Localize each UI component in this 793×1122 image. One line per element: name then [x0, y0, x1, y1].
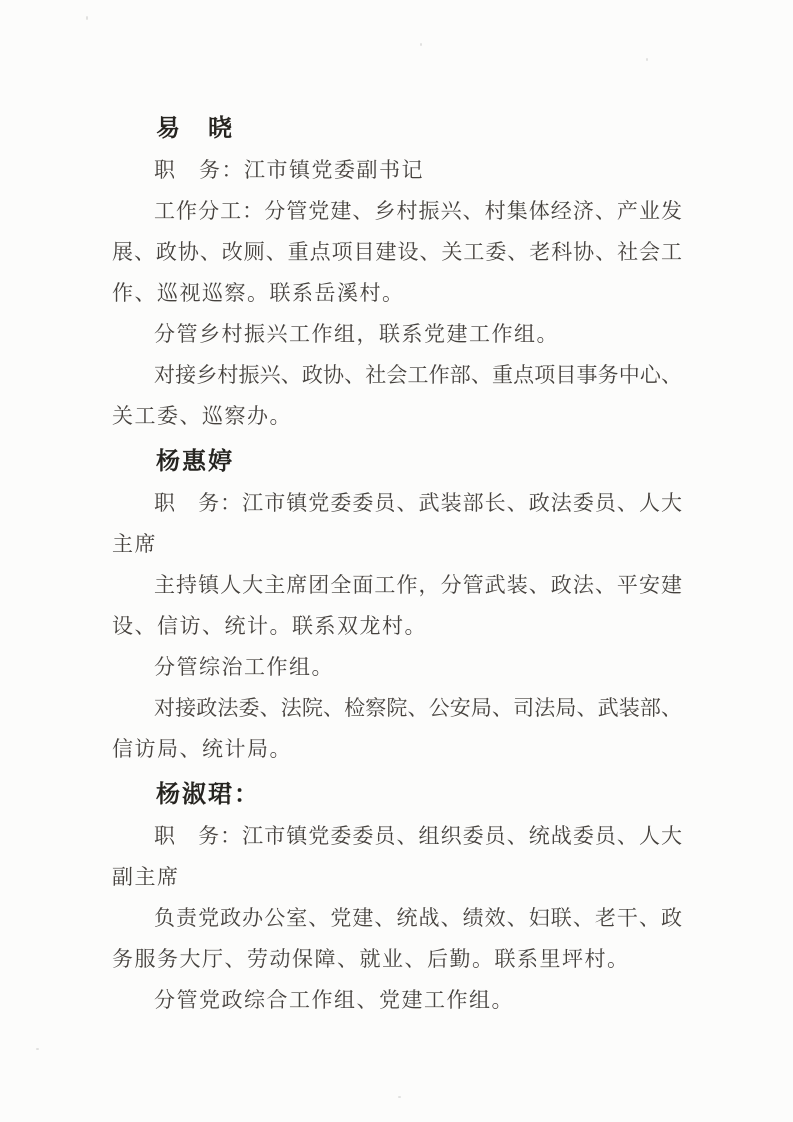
- doc-line: 对接政法委、法院、检察院、公安局、司法局、武装部、: [154, 696, 682, 720]
- doc-line: 副主席: [112, 865, 180, 889]
- doc-line: 作、巡视巡察。联系岳溪村。: [112, 281, 405, 305]
- doc-line-position-3: 职 务：江市镇党委委员、组织委员、统战委员、人大: [154, 824, 682, 848]
- doc-line: 分管乡村振兴工作组，联系党建工作组。: [154, 322, 559, 346]
- scan-speck: [646, 58, 648, 61]
- document-text-block: [112, 104, 682, 1021]
- doc-line-position-1: 职 务：江市镇党委副书记: [154, 158, 424, 182]
- doc-line: 信访局、统计局。: [112, 737, 292, 761]
- doc-line: 务服务大厅、劳动保障、就业、后勤。联系里坪村。: [112, 947, 630, 971]
- doc-line: 主席: [112, 532, 157, 556]
- scan-speck: [36, 1048, 39, 1050]
- doc-line: 主持镇人大主席团全面工作，分管武装、政法、平安建: [154, 573, 682, 597]
- doc-line: 关工委、巡察办。: [112, 404, 292, 428]
- doc-line: 分管综治工作组。: [154, 655, 334, 679]
- scan-speck: [86, 16, 88, 20]
- scan-speck: [398, 1096, 401, 1098]
- person-name-heading-2: 杨惠婷: [156, 448, 234, 475]
- person-name-heading-1: 易 晓: [156, 115, 234, 142]
- doc-line: 负责党政办公室、党建、统战、绩效、妇联、老干、政: [154, 906, 682, 930]
- doc-line: 设、信访、统计。联系双龙村。: [112, 614, 427, 638]
- scan-speck: [420, 43, 422, 46]
- doc-line: 分管党政综合工作组、党建工作组。: [154, 988, 514, 1012]
- doc-line: 对接乡村振兴、政协、社会工作部、重点项目事务中心、: [154, 363, 682, 387]
- doc-line: 工作分工：分管党建、乡村振兴、村集体经济、产业发: [154, 199, 682, 223]
- doc-line-position-2: 职 务：江市镇党委委员、武装部长、政法委员、人大: [154, 491, 682, 515]
- doc-line: 展、政协、改厕、重点项目建设、关工委、老科协、社会工: [112, 240, 682, 264]
- person-name-heading-3: 杨淑珺：: [156, 781, 260, 808]
